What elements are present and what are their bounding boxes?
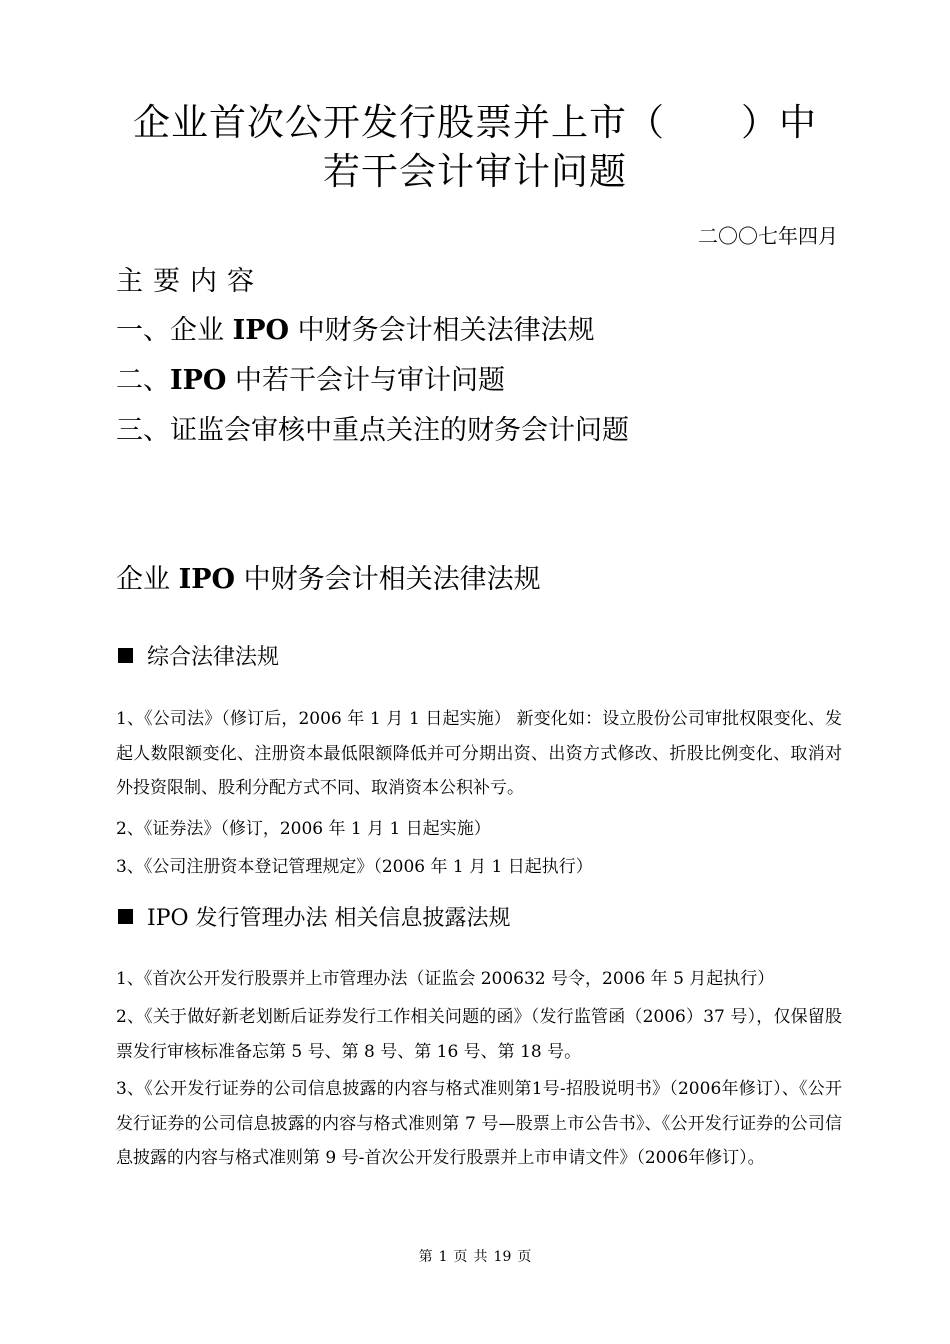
law-item-1: 1、《公司法》（修订后，2006 年 1 月 1 日起实施） 新变化如：设立股份公司审批权限变化、发起人数限额变化、注册资本最低限额降低并可分期出资、出资方式修改、折股比例变化、取消对外投资限制、股利分配方式不同、取消资本公积补亏。	[116, 709, 842, 798]
toc-item-2-prefix: 二、	[116, 365, 170, 396]
toc-item-2-suffix: 中若干会计与审计问题	[226, 365, 506, 396]
section-title-suffix: 中财务会计相关法律法规	[235, 564, 541, 595]
toc-item-2-bold: IPO	[170, 365, 227, 396]
toc-item-3-prefix: 三、证监会审核中重点关注的财务会计问题	[116, 415, 629, 446]
subheading-general-laws-text: 综合法律法规	[147, 645, 280, 670]
footer-label-4: 页	[517, 1249, 532, 1265]
footer-label-3: 共	[473, 1249, 488, 1265]
law-item-3: 3、《公司注册资本登记管理规定》（2006 年 1 月 1 日起执行）	[116, 857, 593, 877]
footer-label-2: 页	[453, 1249, 468, 1265]
page-footer	[0, 1247, 950, 1267]
section-title-bold: IPO	[178, 564, 236, 595]
ipo-item-2: 2、《关于做好新老划断后证券发行工作相关问题的函》（发行监管函（2006）37 号），仅保留股票发行审核标准备忘第 5 号、第 8 号、第 16 号、第 18 号。	[116, 1007, 842, 1062]
law-item-2: 2、《证券法》（修订，2006 年 1 月 1 日起实施）	[116, 819, 491, 839]
toc-item-3	[116, 413, 629, 449]
footer-label-1: 第	[418, 1249, 433, 1265]
subheading-ipo-rules-text: IPO 发行管理办法 相关信息披露法规	[147, 906, 511, 931]
footer-page-total: 19	[493, 1249, 512, 1265]
subheading-general-laws	[118, 643, 279, 673]
section-title-prefix: 企业	[116, 564, 179, 595]
square-bullet-icon	[118, 648, 133, 663]
toc-item-1-prefix: 一、企业	[116, 315, 233, 346]
section-title	[116, 562, 541, 598]
footer-page-current: 1	[438, 1249, 448, 1265]
square-bullet-icon	[118, 909, 133, 924]
toc-item-2	[116, 363, 505, 399]
toc-item-1-suffix: 中财务会计相关法律法规	[289, 315, 595, 346]
ipo-item-1: 1、《首次公开发行股票并上市管理办法（证监会 200632 号令，2006 年 5 月起执行）	[116, 969, 775, 989]
subheading-ipo-rules	[118, 904, 511, 934]
toc-item-1-bold: IPO	[232, 315, 290, 346]
ipo-item-3: 3、《公开发行证券的公司信息披露的内容与格式准则第1号-招股说明书》（2006年修订）、《公开发行证券的公司信息披露的内容与格式准则第 7 号—股票上市公告书》、《公开发行证券的公司信息披露的内容与格式准则第 9 号-首次公开发行股票并上市申请文件》（2006年修订）。	[116, 1079, 842, 1168]
document-title-line-2: 若干会计审计问题	[323, 150, 627, 193]
document-date: 二〇〇七年四月	[698, 224, 838, 248]
toc-item-1	[116, 313, 595, 349]
document-title-line-1: 企业首次公开发行股票并上市（ ）中	[133, 101, 817, 144]
toc-heading: 主要内容	[116, 266, 264, 297]
